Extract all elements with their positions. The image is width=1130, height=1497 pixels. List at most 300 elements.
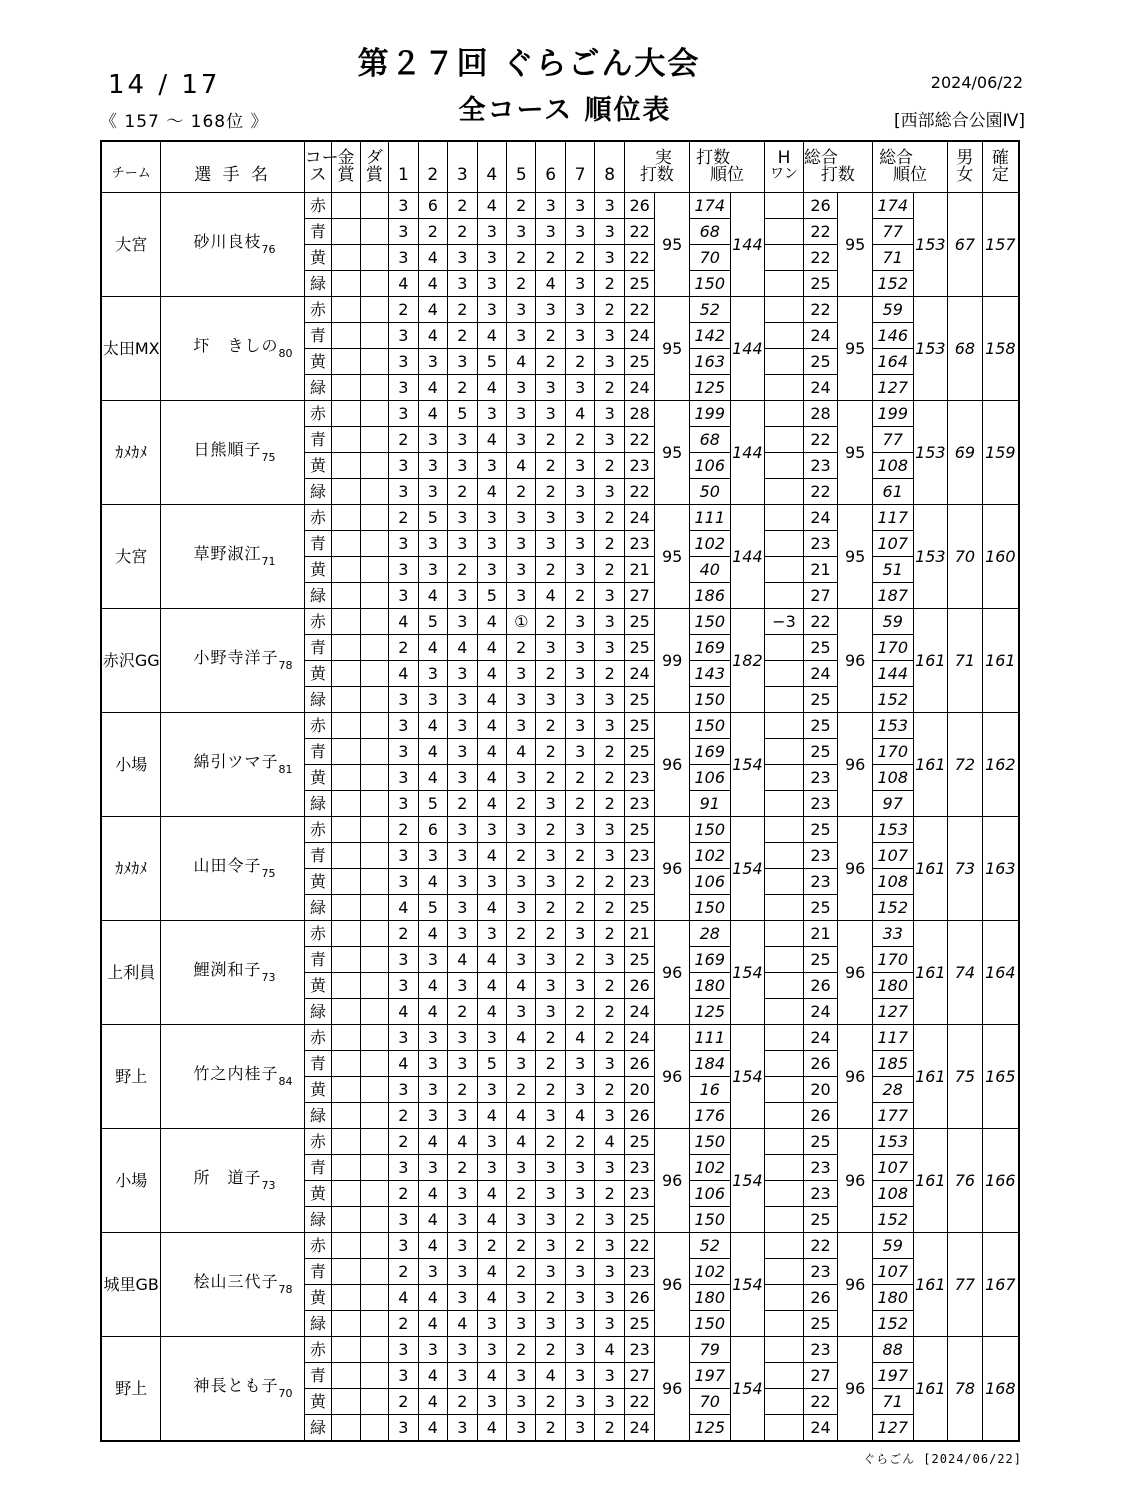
hole-score: 2	[536, 349, 565, 375]
table-row	[101, 193, 1019, 219]
course-rank: 186	[689, 583, 730, 609]
hole-score: 4	[418, 1311, 447, 1337]
hole-score: 2	[448, 999, 477, 1025]
hole-score: 3	[448, 869, 477, 895]
course-name: 緑	[304, 999, 331, 1025]
gold-prize-cell	[332, 1363, 360, 1389]
gold-prize-cell	[332, 401, 360, 427]
event-date: 2024/06/22	[930, 73, 1023, 92]
total-course-strokes: 25	[803, 349, 838, 375]
total-course-rank: 107	[872, 531, 913, 557]
hole-score: 3	[389, 739, 418, 765]
hole-score: 2	[536, 557, 565, 583]
hole-score: 4	[448, 1311, 477, 1337]
total-strokes: 95	[838, 505, 873, 609]
hole-score: 3	[536, 687, 565, 713]
hwan-cell	[765, 583, 804, 609]
da-prize-cell	[360, 271, 388, 297]
course-rank: 52	[689, 1233, 730, 1259]
hole-score: 2	[389, 297, 418, 323]
course-strokes: 26	[624, 1051, 654, 1077]
da-prize-cell	[360, 713, 388, 739]
hole-score: 3	[448, 349, 477, 375]
player-age: 78	[278, 659, 293, 672]
hole-score: 3	[536, 1155, 565, 1181]
hole-score: 4	[477, 479, 506, 505]
page-title: 第２７回 ぐらごん大会	[357, 46, 701, 82]
hole-score: 3	[418, 843, 447, 869]
hole-score: 4	[507, 1025, 536, 1051]
hole-score: 3	[477, 869, 506, 895]
hole-score: 2	[507, 635, 536, 661]
course-rank: 150	[689, 687, 730, 713]
total-rank: 161	[913, 1025, 948, 1129]
hole-score: 3	[477, 1025, 506, 1051]
hole-score: 5	[418, 895, 447, 921]
col-strokes-rank: 打数	[689, 141, 730, 167]
hole-score: 4	[418, 271, 447, 297]
hole-score: 3	[595, 687, 624, 713]
hole-score: 4	[477, 609, 506, 635]
hole-score: 2	[389, 635, 418, 661]
hole-score: 3	[477, 1129, 506, 1155]
da-prize-cell	[360, 297, 388, 323]
hole-score: 6	[418, 817, 447, 843]
hole-score: 4	[389, 1051, 418, 1077]
hole-score: 4	[477, 687, 506, 713]
actual-total: 96	[655, 1129, 690, 1233]
hole-score: 3	[448, 505, 477, 531]
hwan-cell	[765, 505, 804, 531]
course-strokes: 27	[624, 583, 654, 609]
final-rank: 159	[982, 401, 1019, 505]
gold-prize-cell	[332, 1311, 360, 1337]
course-rank: 150	[689, 713, 730, 739]
hole-score: 3	[389, 947, 418, 973]
table-row	[101, 1025, 1019, 1051]
da-prize-cell	[360, 427, 388, 453]
course-strokes: 24	[624, 375, 654, 401]
gold-prize-cell	[332, 557, 360, 583]
player-name-text: 桧山三代子	[193, 1272, 279, 1291]
hole-score: 4	[418, 583, 447, 609]
hwan-cell	[765, 635, 804, 661]
hole-score: 3	[595, 947, 624, 973]
gold-prize-cell	[332, 1259, 360, 1285]
course-name: 緑	[304, 1311, 331, 1337]
total-course-strokes: 22	[803, 245, 838, 271]
da-prize-cell	[360, 1129, 388, 1155]
hole-score: 4	[418, 1207, 447, 1233]
course-name: 緑	[304, 687, 331, 713]
gold-prize-cell	[332, 349, 360, 375]
total-course-strokes: 24	[803, 999, 838, 1025]
total-course-strokes: 24	[803, 505, 838, 531]
actual-total: 96	[655, 713, 690, 817]
col-hole: 8	[595, 167, 624, 193]
hole-score: 3	[418, 453, 447, 479]
final-rank: 157	[982, 193, 1019, 297]
strokes-rank: 154	[730, 1025, 765, 1129]
hole-score: 3	[448, 609, 477, 635]
hole-score: 2	[389, 1311, 418, 1337]
hole-score: 3	[507, 895, 536, 921]
course-name: 赤	[304, 505, 331, 531]
table-row	[101, 921, 1019, 947]
da-prize-cell	[360, 895, 388, 921]
total-course-rank: 117	[872, 505, 913, 531]
team-name: 小場	[101, 1129, 161, 1233]
player-name-text: 砂川良枝	[193, 232, 262, 251]
gold-prize-cell	[332, 1025, 360, 1051]
course-strokes: 25	[624, 635, 654, 661]
hole-score: 3	[448, 1051, 477, 1077]
gold-prize-cell	[332, 1207, 360, 1233]
hole-score: 2	[565, 245, 594, 271]
hole-score: 3	[448, 271, 477, 297]
hole-score: 2	[565, 895, 594, 921]
hole-score: 4	[389, 609, 418, 635]
hole-score: 3	[418, 427, 447, 453]
course-rank: 163	[689, 349, 730, 375]
hole-score: 3	[477, 1155, 506, 1181]
course-rank: 111	[689, 1025, 730, 1051]
col-hole: 5	[507, 167, 536, 193]
hole-score: 2	[595, 271, 624, 297]
course-rank: 70	[689, 1389, 730, 1415]
hole-score: 4	[477, 427, 506, 453]
total-strokes: 95	[838, 401, 873, 505]
hole-score: 3	[595, 817, 624, 843]
hole-score: 3	[418, 1337, 447, 1363]
da-prize-cell	[360, 973, 388, 999]
hole-score: 3	[418, 661, 447, 687]
course-name: 緑	[304, 1415, 331, 1442]
course-strokes: 27	[624, 1363, 654, 1389]
total-rank: 153	[913, 193, 948, 297]
course-strokes: 22	[624, 1389, 654, 1415]
hole-score: 3	[536, 1181, 565, 1207]
header-row-top	[101, 141, 1019, 167]
hole-score: 3	[536, 219, 565, 245]
hole-score: 4	[477, 1363, 506, 1389]
hole-score: 2	[389, 921, 418, 947]
course-name: 緑	[304, 1103, 331, 1129]
strokes-rank: 144	[730, 193, 765, 297]
hole-score: 3	[448, 895, 477, 921]
hole-score: 2	[507, 1259, 536, 1285]
course-strokes: 22	[624, 219, 654, 245]
hwan-cell	[765, 1103, 804, 1129]
da-prize-cell	[360, 1207, 388, 1233]
course-strokes: 23	[624, 531, 654, 557]
hole-score: 2	[536, 479, 565, 505]
hole-score: 2	[389, 1259, 418, 1285]
hole-score: 2	[448, 193, 477, 219]
hole-score: 3	[507, 1311, 536, 1337]
course-strokes: 24	[624, 1025, 654, 1051]
total-course-rank: 59	[872, 297, 913, 323]
da-prize-cell	[360, 1181, 388, 1207]
hole-score: 3	[448, 1233, 477, 1259]
hole-score: 2	[536, 453, 565, 479]
course-rank: 68	[689, 427, 730, 453]
col-player: 選 手 名	[161, 167, 304, 193]
player-name-text: 小野寺洋子	[193, 648, 279, 667]
hole-score: 2	[536, 245, 565, 271]
da-prize-cell	[360, 453, 388, 479]
hole-score: 3	[507, 1285, 536, 1311]
total-course-rank: 108	[872, 1181, 913, 1207]
hole-score: 2	[595, 557, 624, 583]
hole-score: 4	[418, 297, 447, 323]
total-course-rank: 153	[872, 817, 913, 843]
player-name-text: 所 道子	[193, 1168, 262, 1187]
hole-score: 3	[565, 323, 594, 349]
hole-score: ①	[507, 609, 536, 635]
team-name: 赤沢GG	[101, 609, 161, 713]
gold-prize-cell	[332, 505, 360, 531]
venue-label: [西部総合公園Ⅳ]	[894, 111, 1025, 131]
hole-score: 2	[565, 1233, 594, 1259]
hole-score: 4	[448, 1129, 477, 1155]
hole-score: 3	[536, 1259, 565, 1285]
player-age: 80	[278, 347, 293, 360]
player-age: 81	[278, 763, 293, 776]
hole-score: 3	[507, 427, 536, 453]
da-prize-cell	[360, 921, 388, 947]
hole-score: 3	[595, 1389, 624, 1415]
hole-score: 2	[389, 1389, 418, 1415]
hole-score: 3	[418, 349, 447, 375]
total-course-rank: 153	[872, 1129, 913, 1155]
da-prize-cell	[360, 1233, 388, 1259]
gold-prize-cell	[332, 791, 360, 817]
gender-rank: 72	[948, 713, 983, 817]
total-course-rank: 107	[872, 1155, 913, 1181]
course-rank: 106	[689, 765, 730, 791]
hole-score: 4	[477, 661, 506, 687]
hole-score: 3	[507, 1051, 536, 1077]
strokes-rank: 182	[730, 609, 765, 713]
hole-score: 3	[507, 297, 536, 323]
hole-score: 3	[507, 401, 536, 427]
hole-score: 4	[477, 1415, 506, 1442]
col-hole: 7	[565, 167, 594, 193]
hole-score: 2	[595, 895, 624, 921]
total-strokes: 96	[838, 713, 873, 817]
total-rank: 161	[913, 713, 948, 817]
col-hole: 1	[389, 167, 418, 193]
course-strokes: 24	[624, 505, 654, 531]
total-course-rank: 107	[872, 843, 913, 869]
hole-score: 4	[507, 1103, 536, 1129]
hwan-cell	[765, 1077, 804, 1103]
total-course-rank: 180	[872, 973, 913, 999]
hole-score: 5	[418, 791, 447, 817]
hole-score: 3	[595, 1363, 624, 1389]
hwan-cell	[765, 245, 804, 271]
gold-prize-cell	[332, 765, 360, 791]
total-course-rank: 88	[872, 1337, 913, 1363]
hole-score: 4	[595, 1129, 624, 1155]
table-row	[101, 713, 1019, 739]
hole-score: 3	[595, 609, 624, 635]
total-course-strokes: 24	[803, 323, 838, 349]
hole-score: 3	[565, 271, 594, 297]
col-course: コー	[304, 141, 331, 167]
strokes-rank: 154	[730, 921, 765, 1025]
da-prize-cell	[360, 583, 388, 609]
course-rank: 70	[689, 245, 730, 271]
course-strokes: 25	[624, 739, 654, 765]
hole-score: 3	[418, 1051, 447, 1077]
hwan-cell	[765, 1389, 804, 1415]
course-strokes: 25	[624, 817, 654, 843]
hole-score: 3	[595, 635, 624, 661]
total-course-strokes: 27	[803, 583, 838, 609]
total-rank: 153	[913, 297, 948, 401]
hwan-cell	[765, 921, 804, 947]
col-hole: 4	[477, 167, 506, 193]
hole-score: 3	[448, 843, 477, 869]
hwan-cell	[765, 1415, 804, 1442]
hole-score: 3	[418, 1025, 447, 1051]
gold-prize-cell	[332, 1285, 360, 1311]
course-name: 緑	[304, 479, 331, 505]
hole-score: 3	[477, 297, 506, 323]
da-prize-cell	[360, 557, 388, 583]
da-prize-cell	[360, 1285, 388, 1311]
hole-score: 2	[507, 1181, 536, 1207]
team-name: 野上	[101, 1337, 161, 1442]
course-strokes: 22	[624, 297, 654, 323]
hole-score: 3	[448, 739, 477, 765]
final-rank: 166	[982, 1129, 1019, 1233]
total-course-rank: 152	[872, 271, 913, 297]
hole-score: 2	[536, 739, 565, 765]
course-strokes: 25	[624, 1207, 654, 1233]
hole-score: 4	[477, 791, 506, 817]
hole-score: 3	[389, 401, 418, 427]
player-name	[161, 713, 304, 817]
hole-score: 2	[595, 765, 624, 791]
da-prize-cell	[360, 245, 388, 271]
course-rank: 52	[689, 297, 730, 323]
course-strokes: 24	[624, 1415, 654, 1442]
course-name: 青	[304, 1259, 331, 1285]
hole-score: 3	[448, 661, 477, 687]
hole-score: 4	[477, 1207, 506, 1233]
hole-score: 2	[389, 817, 418, 843]
total-course-strokes: 23	[803, 791, 838, 817]
da-prize-cell	[360, 323, 388, 349]
course-name: 赤	[304, 1025, 331, 1051]
hole-score: 4	[418, 921, 447, 947]
table-row	[101, 505, 1019, 531]
hole-score: 3	[595, 401, 624, 427]
total-rank: 161	[913, 921, 948, 1025]
hole-score: 2	[507, 245, 536, 271]
table-body	[101, 193, 1019, 1442]
hole-score: 3	[565, 1181, 594, 1207]
total-rank: 161	[913, 609, 948, 713]
hole-score: 3	[507, 531, 536, 557]
col-total: 総合	[803, 141, 838, 167]
hole-score: 4	[389, 661, 418, 687]
gold-prize-cell	[332, 297, 360, 323]
hwan-cell	[765, 1181, 804, 1207]
course-strokes: 25	[624, 349, 654, 375]
gold-prize-cell	[332, 1155, 360, 1181]
player-name-text: 鯉渕和子	[193, 960, 262, 979]
course-strokes: 23	[624, 1181, 654, 1207]
total-course-strokes: 23	[803, 843, 838, 869]
course-strokes: 25	[624, 947, 654, 973]
total-course-rank: 127	[872, 999, 913, 1025]
table-row	[101, 401, 1019, 427]
course-name: 緑	[304, 791, 331, 817]
hwan-cell	[765, 401, 804, 427]
hole-score: 2	[536, 1129, 565, 1155]
final-rank: 168	[982, 1337, 1019, 1442]
course-strokes: 23	[624, 1337, 654, 1363]
hole-score: 3	[536, 843, 565, 869]
course-strokes: 24	[624, 323, 654, 349]
total-course-strokes: 25	[803, 635, 838, 661]
hole-score: 3	[507, 1389, 536, 1415]
total-course-strokes: 25	[803, 895, 838, 921]
gold-prize-cell	[332, 1181, 360, 1207]
da-prize-cell	[360, 947, 388, 973]
course-name: 緑	[304, 583, 331, 609]
hole-score: 3	[448, 1259, 477, 1285]
course-rank: 180	[689, 973, 730, 999]
total-course-strokes: 25	[803, 1311, 838, 1337]
course-name: 緑	[304, 375, 331, 401]
total-course-rank: 77	[872, 427, 913, 453]
hole-score: 6	[418, 193, 447, 219]
actual-total: 95	[655, 297, 690, 401]
course-strokes: 26	[624, 1103, 654, 1129]
hole-score: 3	[448, 817, 477, 843]
course-strokes: 22	[624, 479, 654, 505]
hole-score: 3	[565, 1337, 594, 1363]
hwan-cell	[765, 1311, 804, 1337]
da-prize-cell	[360, 349, 388, 375]
course-rank: 125	[689, 999, 730, 1025]
team-name: 大宮	[101, 505, 161, 609]
total-course-rank: 174	[872, 193, 913, 219]
player-name-text: 圷 きしの	[193, 336, 279, 355]
course-name: 赤	[304, 1129, 331, 1155]
course-rank: 125	[689, 375, 730, 401]
hole-score: 3	[418, 479, 447, 505]
player-age: 73	[261, 971, 276, 984]
hole-score: 2	[536, 1389, 565, 1415]
hole-score: 3	[389, 713, 418, 739]
col-actual: 実	[655, 141, 690, 167]
hole-score: 3	[477, 1337, 506, 1363]
hwan-cell	[765, 1051, 804, 1077]
course-name: 黄	[304, 1181, 331, 1207]
hole-score: 3	[389, 1415, 418, 1442]
hole-score: 3	[536, 193, 565, 219]
hole-score: 4	[418, 1233, 447, 1259]
hole-score: 4	[389, 1285, 418, 1311]
hwan-cell	[765, 661, 804, 687]
gold-prize-cell	[332, 843, 360, 869]
